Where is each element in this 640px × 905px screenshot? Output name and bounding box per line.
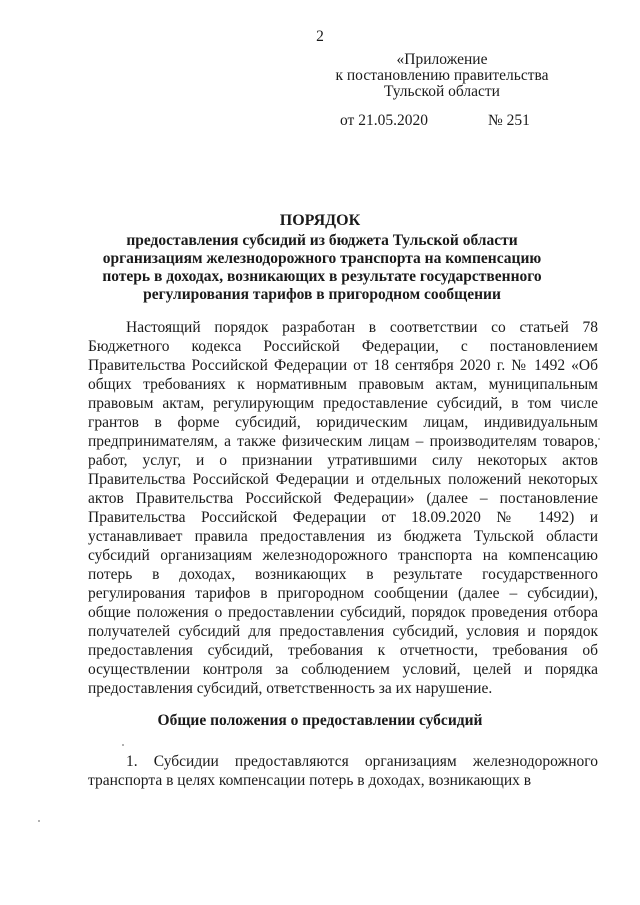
appendix-line-2: к постановлению правительства xyxy=(335,67,549,84)
document-subtitle: предоставления субсидий из бюджета Тульской области организациям железнодорожного транспорта на компенсацию потерь в доходах, возникающих в результате государственного регулирования тарифов в пригородном сообщении xyxy=(102,232,542,303)
appendix-line-3: Тульской области xyxy=(384,83,500,100)
document-title: ПОРЯДОК xyxy=(279,212,361,229)
document-date: от 21.05.2020 xyxy=(340,112,428,129)
scan-speck xyxy=(122,744,124,746)
appendix-block xyxy=(322,52,562,100)
document-number: № 251 xyxy=(488,112,530,129)
section-heading: Общие положения о предоставлении субсидий xyxy=(157,712,483,729)
appendix-line-1: «Приложение xyxy=(396,51,488,68)
item-1-paragraph: 1. Субсидии предоставляются организациям железнодорожного транспорта в целях компенсации потерь в доходах, возникающих в xyxy=(88,753,598,789)
intro-paragraph-block xyxy=(88,318,598,698)
scan-speck xyxy=(38,820,40,822)
scan-speck xyxy=(598,438,600,440)
page-number: 2 xyxy=(316,28,324,45)
item-1-block xyxy=(88,752,598,790)
intro-paragraph: Настоящий порядок разработан в соответствии со статьей 78 Бюджетного кодекса Российской Федерации, с постановлением Правительства Российской Федерации от 18 сентября 2020 г. № 1492 «Об общих требованиях к нормативным правовым актам, муниципальным правовым актам, регулирующим предоставление субсидий, в том числе грантов в форме субсидий, юридическим лицам, индивидуальным предпринимателям, а также физическим лицам – производителям товаров, работ, услуг, и о признании утратившими силу некоторых актов Правительства Российской Федерации и отдельных положений некоторых актов Правительства Российской Федерации» (далее – постановление Правительства Российской Федерации от 18.09.2020 № 1492) и устанавливает правила предоставления из бюджета Тульской области субсидий организациям железнодорожного транспорта на компенсацию потерь в доходах, возникающих в результате государственного регулирования тарифов в пригородном сообщении (далее – субсидии), общие положения о предоставлении субсидий, порядок проведения отбора получателей субсидий для предоставления субсидий, условия и порядок предоставления субсидий, требования к отчетности, требования об осуществлении контроля за соблюдением условий, целей и порядка предоставления субсидий, ответственность за их нарушение. xyxy=(88,319,598,697)
